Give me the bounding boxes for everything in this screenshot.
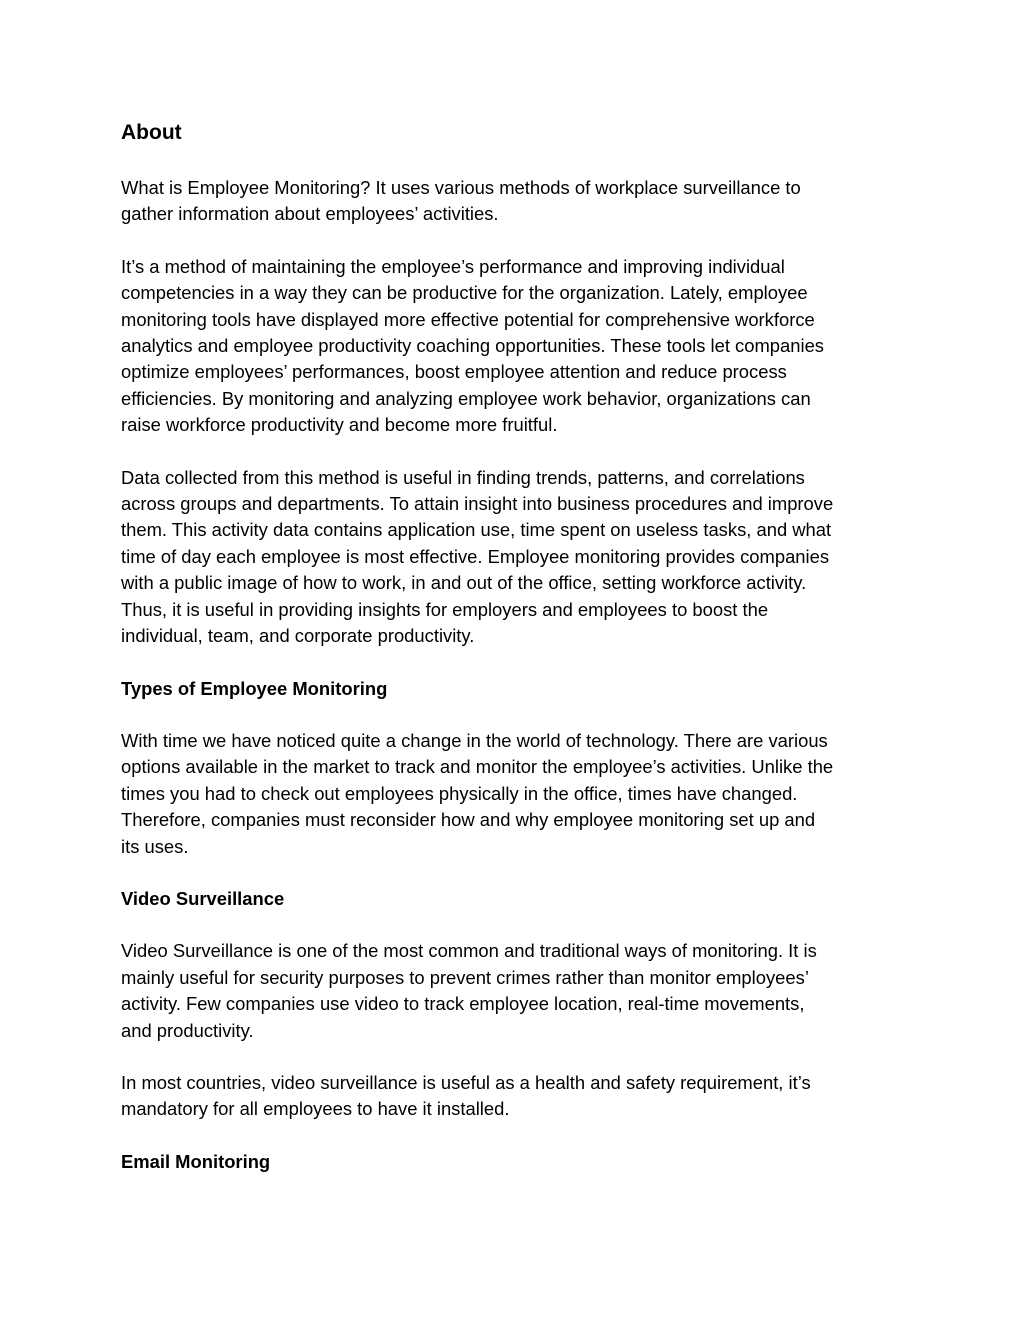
paragraph-line: and productivity. bbox=[121, 1019, 254, 1041]
paragraph-video bbox=[121, 938, 911, 1044]
paragraph-line: with a public image of how to work, in and out of the office, setting workforce activity. bbox=[121, 572, 807, 594]
section-heading-video: Video Surveillance bbox=[121, 887, 285, 909]
paragraph-data-collected bbox=[121, 465, 911, 650]
paragraph-line: them. This activity data contains application use, time spent on useless tasks, and what bbox=[121, 519, 832, 541]
paragraph-line: It’s a method of maintaining the employee’s performance and improving individual bbox=[121, 255, 785, 277]
paragraph-line: Data collected from this method is useful in finding trends, patterns, and correlations bbox=[121, 466, 805, 488]
paragraph-line: Therefore, companies must reconsider how and why employee monitoring set up and bbox=[121, 809, 816, 831]
paragraph-line: across groups and departments. To attain insight into business procedures and improve bbox=[121, 493, 834, 515]
paragraph-line: times you had to check out employees physically in the office, times have changed. bbox=[121, 782, 798, 804]
paragraph-line: individual, team, and corporate productivity. bbox=[121, 625, 475, 647]
paragraph-intro bbox=[121, 175, 911, 228]
section-heading-email: Email Monitoring bbox=[121, 1150, 271, 1172]
paragraph-line: options available in the market to track and monitor the employee’s activities. Unlike the bbox=[121, 756, 834, 778]
paragraph-line: monitoring tools have displayed more effective potential for comprehensive workforce bbox=[121, 308, 815, 330]
paragraph-method bbox=[121, 254, 911, 439]
paragraph-line: optimize employees’ performances, boost employee attention and reduce process bbox=[121, 361, 787, 383]
paragraph-line: its uses. bbox=[121, 835, 189, 857]
paragraph-line: competencies in a way they can be productive for the organization. Lately, employee bbox=[121, 282, 808, 304]
page-title: About bbox=[121, 121, 182, 144]
paragraph-line: mainly useful for security purposes to prevent crimes rather than monitor employees’ bbox=[121, 966, 809, 988]
paragraph-line: gather information about employees’ activities. bbox=[121, 203, 499, 225]
paragraph-line: Video Surveillance is one of the most common and traditional ways of monitoring. It is bbox=[121, 940, 817, 962]
paragraph-types bbox=[121, 728, 911, 860]
paragraph-line: activity. Few companies use video to track employee location, real-time movements, bbox=[121, 993, 805, 1015]
paragraph-line: With time we have noticed quite a change in the world of technology. There are various bbox=[121, 729, 828, 751]
paragraph-line: mandatory for all employees to have it installed. bbox=[121, 1098, 510, 1120]
paragraph-line: In most countries, video surveillance is useful as a health and safety requirement, it’s bbox=[121, 1071, 811, 1093]
paragraph-line: raise workforce productivity and become more fruitful. bbox=[121, 414, 558, 436]
paragraph-line: Thus, it is useful in providing insights for employers and employees to boost the bbox=[121, 598, 769, 620]
paragraph-video-countries bbox=[121, 1070, 911, 1123]
paragraph-line: efficiencies. By monitoring and analyzing employee work behavior, organizations can bbox=[121, 387, 811, 409]
document-page bbox=[121, 119, 911, 1201]
section-heading-types: Types of Employee Monitoring bbox=[121, 677, 388, 699]
paragraph-line: analytics and employee productivity coaching opportunities. These tools let companies bbox=[121, 335, 824, 357]
paragraph-line: What is Employee Monitoring? It uses various methods of workplace surveillance to bbox=[121, 177, 801, 198]
paragraph-line: time of day each employee is most effective. Employee monitoring provides companies bbox=[121, 545, 830, 567]
